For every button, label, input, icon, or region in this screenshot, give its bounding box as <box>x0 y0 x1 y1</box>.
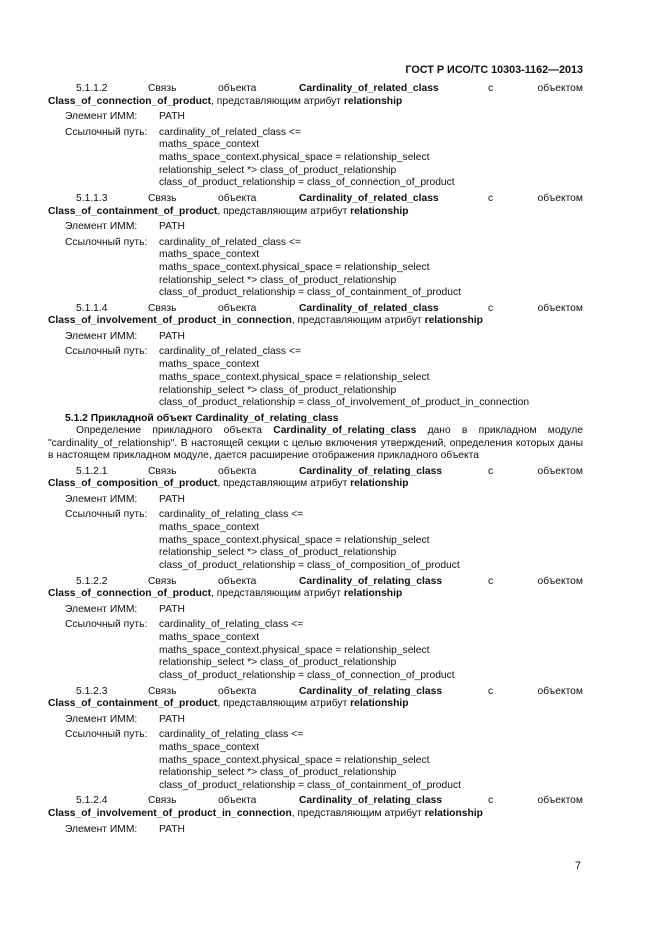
reference-path-line: relationship_select *> class_of_product_relationship <box>159 274 397 286</box>
reference-path-line: maths_space_context <box>159 139 260 151</box>
reference-path-line: cardinality_of_related_class <= <box>159 126 301 138</box>
word-obektom: объектом <box>537 192 583 204</box>
section-number: 5.1.2.2 <box>76 575 108 587</box>
reference-path-line: maths_space_context <box>159 249 260 261</box>
section-target-line <box>48 808 583 821</box>
reference-path-line: relationship_select *> class_of_product_relationship <box>159 547 397 559</box>
subsection-title: 5.1.2 Прикладной объект Cardinality_of_relating_class <box>65 412 339 424</box>
attribute-phrase: , представляющим атрибут <box>217 478 351 490</box>
entity-class-name: Cardinality_of_related_class <box>299 192 439 204</box>
word-obektom: объектом <box>537 795 583 807</box>
reference-path-label: Ссылочный путь: <box>65 346 148 358</box>
word-obektom: объектом <box>537 575 583 587</box>
section-number: 5.1.1.2 <box>76 83 108 94</box>
reference-path-line: class_of_product_relationship = class_of_composition_of_product <box>159 560 460 572</box>
attribute-phrase: , представляющим атрибут <box>217 698 351 710</box>
word-obekta: объекта <box>218 302 257 314</box>
word-obekta: объекта <box>218 685 257 697</box>
target-class-name: Class_of_containment_of_product <box>48 698 218 710</box>
imm-element-label: Элемент ИММ: <box>65 493 138 505</box>
section-number: 5.1.1.4 <box>76 302 108 314</box>
word-svyaz: Связь <box>148 302 177 314</box>
word-obektom: объектом <box>537 685 583 697</box>
target-class-name: Class_of_connection_of_product <box>48 588 212 600</box>
reference-path-line: maths_space_context <box>159 359 260 371</box>
section-number: 5.1.2.4 <box>76 795 108 807</box>
entity-class-name: Cardinality_of_relating_class <box>299 465 443 477</box>
word-svyaz: Связь <box>148 575 177 587</box>
reference-path-line: class_of_product_relationship = class_of_connection_of_product <box>159 177 455 189</box>
entity-class-name: Cardinality_of_relating_class <box>299 795 443 807</box>
imm-element-value: PATH <box>159 221 185 233</box>
attribute-name: relationship <box>343 588 403 600</box>
section-heading-line <box>48 303 583 316</box>
reference-path-label: Ссылочный путь: <box>65 236 148 248</box>
word-s: с <box>488 192 494 204</box>
reference-path-label: Ссылочный путь: <box>65 509 148 521</box>
word-svyaz: Связь <box>148 83 177 94</box>
reference-path-line: class_of_product_relationship = class_of_connection_of_product <box>159 670 455 682</box>
reference-path-line: relationship_select *> class_of_product_relationship <box>159 767 397 779</box>
mapping-section <box>48 795 583 836</box>
imm-element-label: Элемент ИММ: <box>65 221 138 233</box>
entity-class-name: Cardinality_of_related_class <box>299 302 439 314</box>
reference-path-line: relationship_select *> class_of_product_relationship <box>159 164 397 176</box>
mapping-section <box>48 576 583 683</box>
word-obektom: объектом <box>537 465 583 477</box>
document-header: ГОСТ Р ИСО/ТС 10303-1162—2013 <box>405 64 583 76</box>
reference-path-row <box>48 346 583 359</box>
section-target-line <box>48 698 583 711</box>
reference-path-line: maths_space_context.physical_space = relationship_select <box>159 534 430 546</box>
imm-element-row <box>48 714 583 727</box>
reference-path-line: relationship_select *> class_of_product_relationship <box>159 657 397 669</box>
target-class-name: Class_of_composition_of_product <box>48 478 218 490</box>
imm-element-value: PATH <box>159 823 185 835</box>
word-s: с <box>488 465 494 477</box>
imm-element-row <box>48 111 583 124</box>
target-class-name: Class_of_involvement_of_product_in_connection <box>48 808 292 820</box>
reference-path-line: class_of_product_relationship = class_of_involvement_of_product_in_connection <box>159 397 530 409</box>
section-target-line <box>48 588 583 601</box>
reference-path-label: Ссылочный путь: <box>65 619 148 631</box>
reference-path-line: maths_space_context.physical_space = relationship_select <box>159 152 430 164</box>
subsection-paragraph: Определение прикладного объекта Cardinality_of_relating_class дано в прикладном модуле "cardinality_of_relationship". В настоящей секции с целью включения утверждений, определения которых даны в настоящем прикладном модуле, дается расширение отображения прикладного объекта <box>48 425 584 461</box>
attribute-name: relationship <box>424 808 483 820</box>
attribute-name: relationship <box>424 315 483 327</box>
word-obekta: объекта <box>218 795 257 807</box>
reference-path-line: relationship_select *> class_of_product_relationship <box>159 384 397 396</box>
entity-class-name: Cardinality_of_related_class <box>299 83 439 94</box>
imm-element-row <box>48 824 583 837</box>
mapping-section <box>48 83 583 190</box>
imm-element-row <box>48 331 583 344</box>
word-svyaz: Связь <box>148 192 177 204</box>
mapping-section <box>48 193 583 300</box>
imm-element-row <box>48 494 583 507</box>
section-heading-line <box>48 193 583 206</box>
reference-path-line: maths_space_context.physical_space = relationship_select <box>159 644 430 656</box>
reference-path-row <box>48 127 583 140</box>
imm-element-label: Элемент ИММ: <box>65 823 138 835</box>
word-svyaz: Связь <box>148 795 177 807</box>
mapping-section <box>48 303 583 410</box>
reference-path-line: maths_space_context <box>159 741 260 753</box>
section-target-line <box>48 96 583 109</box>
section-number: 5.1.2.3 <box>76 685 108 697</box>
page-number: 7 <box>575 860 582 872</box>
section-number: 5.1.1.3 <box>76 192 108 204</box>
mapping-section <box>48 686 583 793</box>
attribute-phrase: , представляющим атрибут <box>217 205 351 217</box>
section-heading-line <box>48 83 583 96</box>
word-obektom: объектом <box>537 83 583 94</box>
reference-path-label: Ссылочный путь: <box>65 729 148 741</box>
attribute-phrase: , представляющим атрибут <box>291 315 425 327</box>
imm-element-label: Элемент ИММ: <box>65 111 138 123</box>
reference-path-line: maths_space_context <box>159 522 260 534</box>
word-s: с <box>488 575 494 587</box>
imm-element-value: PATH <box>159 111 185 123</box>
imm-element-value: PATH <box>159 603 185 615</box>
reference-path-line: cardinality_of_relating_class <= <box>159 509 304 521</box>
reference-path-row <box>48 237 583 250</box>
section-heading-line <box>48 576 583 589</box>
reference-path-line: class_of_product_relationship = class_of_containment_of_product <box>159 779 461 791</box>
reference-path-line: maths_space_context.physical_space = relationship_select <box>159 371 430 383</box>
imm-element-row <box>48 604 583 617</box>
reference-path-row <box>48 619 583 632</box>
word-s: с <box>488 795 494 807</box>
word-s: с <box>488 302 494 314</box>
reference-path-line: maths_space_context.physical_space = relationship_select <box>159 261 430 273</box>
attribute-phrase: , представляющим атрибут <box>211 95 344 107</box>
word-s: с <box>488 685 494 697</box>
imm-element-row <box>48 221 583 234</box>
word-obektom: объектом <box>537 302 583 314</box>
section-target-line <box>48 206 583 219</box>
imm-element-label: Элемент ИММ: <box>65 713 138 725</box>
reference-path-row <box>48 729 583 742</box>
attribute-name: relationship <box>350 698 409 710</box>
reference-path-line: maths_space_context.physical_space = relationship_select <box>159 754 430 766</box>
reference-path-line: cardinality_of_relating_class <= <box>159 729 304 741</box>
reference-path-line: cardinality_of_related_class <= <box>159 236 301 248</box>
attribute-name: relationship <box>350 478 409 490</box>
entity-class-name: Cardinality_of_relating_class <box>299 685 443 697</box>
entity-class-name: Cardinality_of_relating_class <box>299 575 443 587</box>
word-obekta: объекта <box>218 575 257 587</box>
section-target-line <box>48 315 583 328</box>
target-class-name: Class_of_connection_of_product <box>48 95 212 107</box>
imm-element-label: Элемент ИММ: <box>65 330 138 342</box>
word-s: с <box>488 83 494 94</box>
imm-element-value: PATH <box>159 713 185 725</box>
word-svyaz: Связь <box>148 465 177 477</box>
section-heading-line <box>48 466 583 479</box>
imm-element-value: PATH <box>159 493 185 505</box>
reference-path-line: maths_space_context <box>159 631 260 643</box>
word-obekta: объекта <box>218 192 257 204</box>
target-class-name: Class_of_containment_of_product <box>48 205 218 217</box>
word-svyaz: Связь <box>148 685 177 697</box>
section-heading-line <box>48 795 583 808</box>
reference-path-line: class_of_product_relationship = class_of_containment_of_product <box>159 287 461 299</box>
attribute-name: relationship <box>343 95 403 107</box>
page-content <box>48 83 583 836</box>
attribute-name: relationship <box>350 205 409 217</box>
reference-path-line: cardinality_of_related_class <= <box>159 346 301 358</box>
reference-path-row <box>48 509 583 522</box>
section-target-line <box>48 478 583 491</box>
mapping-section <box>48 466 583 573</box>
reference-path-line: cardinality_of_relating_class <= <box>159 619 304 631</box>
section-number: 5.1.2.1 <box>76 465 108 477</box>
imm-element-label: Элемент ИММ: <box>65 603 138 615</box>
attribute-phrase: , представляющим атрибут <box>291 808 425 820</box>
target-class-name: Class_of_involvement_of_product_in_connection <box>48 315 292 327</box>
imm-element-value: PATH <box>159 330 185 342</box>
word-obekta: объекта <box>218 465 257 477</box>
word-obekta: объекта <box>218 83 257 94</box>
attribute-phrase: , представляющим атрибут <box>211 588 344 600</box>
section-heading-line <box>48 686 583 699</box>
reference-path-label: Ссылочный путь: <box>65 126 148 138</box>
